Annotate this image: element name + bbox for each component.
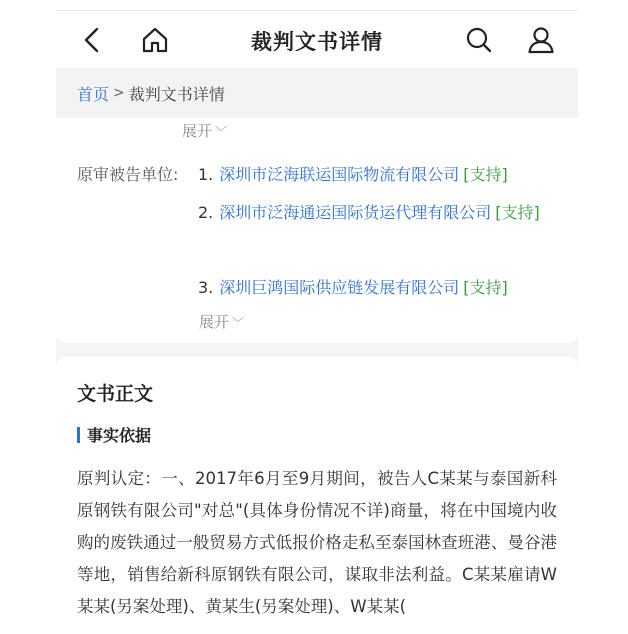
party-name-link[interactable]: 深圳市泛海联运国际物流有限公司 <box>219 165 460 184</box>
expand-toggle-top[interactable] <box>182 120 227 141</box>
breadcrumb-current: 裁判文书详情 <box>128 84 225 104</box>
breadcrumb <box>56 68 578 118</box>
document-body-text: 原判认定：一、2017年6月至9月期间，被告人C某某与泰国新科原钢铁有限公司"对总"(具体身份情况不详)商量，将在中国境内收购的废铁通过一般贸易方式低报价格走私至泰国林查班港、曼谷港等地，销售给新科原钢铁有限公司，谋取非法利益。C某某雇请W某某(另案处理)、黄某生(另案处理)、W某某( <box>77 469 557 616</box>
expand-label: 展开 <box>182 122 213 140</box>
subsection-title <box>77 423 151 446</box>
party-name-link[interactable]: 深圳巨鸿国际供应链发展有限公司 <box>219 278 460 297</box>
party-item <box>198 269 558 306</box>
expand-toggle-bottom[interactable] <box>199 311 244 332</box>
search-icon[interactable] <box>464 25 494 55</box>
section-title: 文书正文 <box>77 383 154 405</box>
subsection-title-text: 事实依据 <box>87 426 152 445</box>
party-name-link[interactable]: 深圳市泛海通运国际货运代理有限公司 <box>219 203 492 222</box>
app-frame <box>56 10 578 634</box>
user-icon[interactable] <box>526 25 556 55</box>
party-item <box>198 194 558 231</box>
party-number: 1. <box>198 165 214 184</box>
party-number: 2. <box>198 203 214 222</box>
expand-label: 展开 <box>199 313 230 331</box>
support-tag[interactable]: [支持] <box>463 278 508 297</box>
support-tag[interactable]: [支持] <box>495 203 540 222</box>
party-item <box>198 156 558 193</box>
parties-card <box>56 118 578 343</box>
accent-bar <box>77 427 80 443</box>
party-label: 原审被告单位: <box>77 165 179 184</box>
breadcrumb-home-link[interactable]: 首页 <box>77 84 110 104</box>
fade-overlay <box>56 629 578 634</box>
chevron-down-icon: ﹀ <box>215 125 228 139</box>
chevron-down-icon: ﹀ <box>232 316 245 330</box>
top-navigation-bar <box>56 10 578 69</box>
party-number: 3. <box>198 278 214 297</box>
breadcrumb-separator: > <box>113 85 125 101</box>
support-tag[interactable]: [支持] <box>463 165 508 184</box>
document-body-card <box>56 357 578 634</box>
page-title: 裁判文书详情 <box>251 30 383 54</box>
